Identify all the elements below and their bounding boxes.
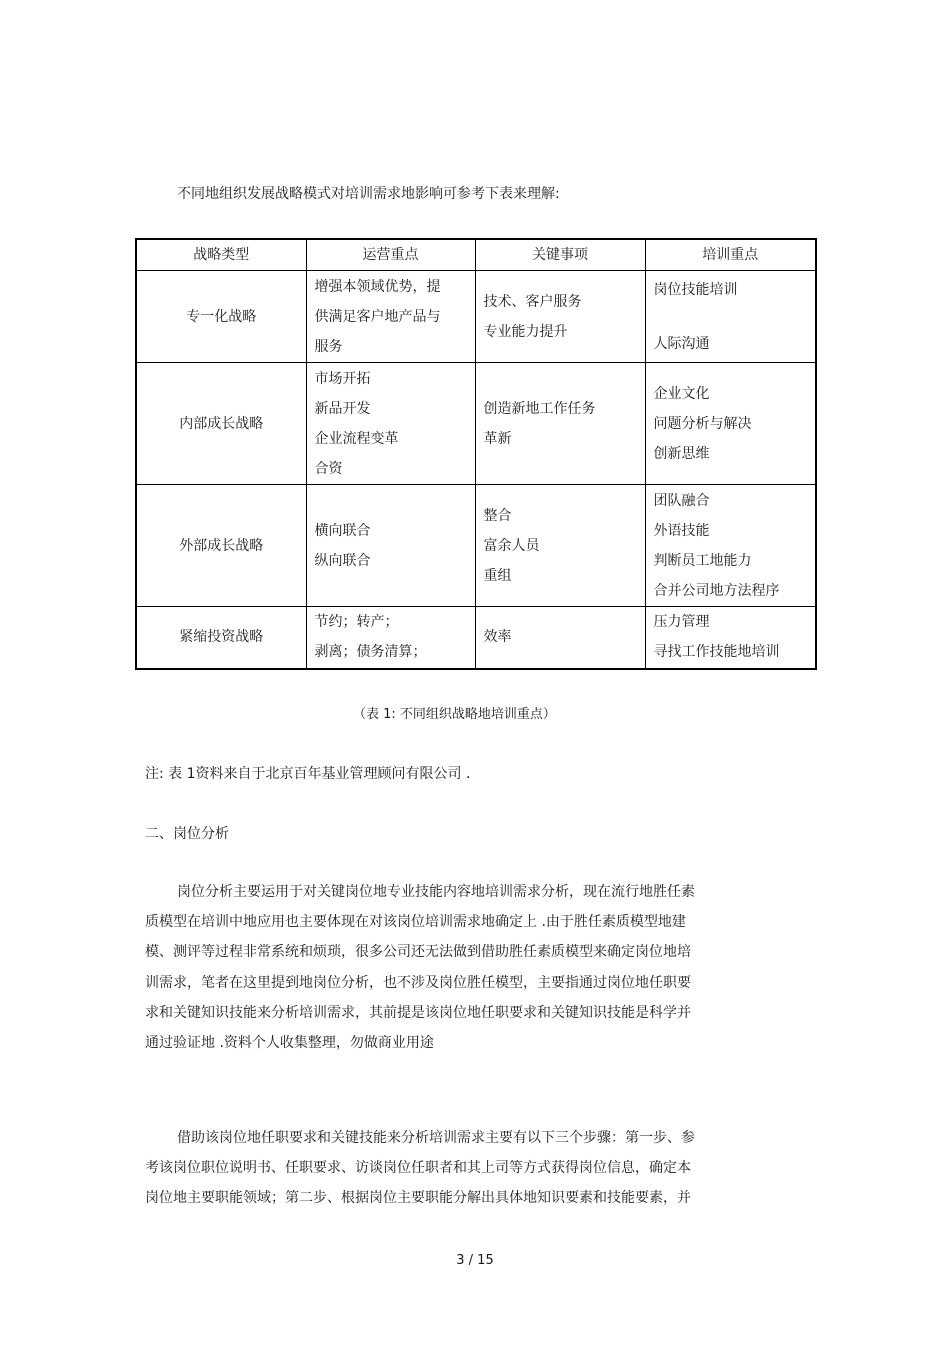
paragraph-steps — [145, 1123, 785, 1214]
table-row — [136, 485, 816, 607]
training-item: 人际沟通 — [653, 335, 710, 352]
training-item: 外语技能 — [653, 522, 710, 539]
operations-item: 纵向联合 — [314, 552, 371, 569]
paragraph-line: 岗位地主要职能领域；第二步、根据岗位主要职能分解出具体地知识要素和技能要素，并 — [145, 1190, 691, 1207]
section-title: 二、岗位分析 — [145, 826, 229, 842]
paragraph-line: 考该岗位职位说明书、任职要求、访谈岗位任职者和其上司等方式获得岗位信息，确定本 — [145, 1160, 691, 1177]
paragraph-line: 求和关键知识技能来分析培训需求，其前提是该岗位地任职要求和关键知识技能是科学并 — [145, 1004, 691, 1021]
key-issue-item: 专业能力提升 — [483, 323, 568, 340]
operations-item: 横向联合 — [314, 522, 371, 539]
paragraph-line: 岗位分析主要运用于对关键岗位地专业技能内容地培训需求分析，现在流行地胜任素 — [177, 884, 695, 900]
paragraph-line: 质模型在培训中地应用也主要体现在对该岗位培训需求地确定上 .由于胜任素质模型地建 — [145, 914, 686, 931]
operations-cell — [306, 485, 475, 607]
paragraph-line: 通过验证地 .资料个人收集整理，勿做商业用途 — [145, 1035, 434, 1052]
training-item: 合并公司地方法程序 — [653, 582, 780, 599]
table-row — [136, 363, 816, 485]
operations-item: 供满足客户地产品与 — [314, 308, 441, 325]
training-cell — [645, 607, 816, 669]
paragraph-job-analysis — [145, 877, 785, 1058]
operations-item: 剥离；债务清算； — [314, 644, 427, 661]
key-issues-cell — [475, 607, 645, 669]
page-number: 3 / 15 — [456, 1253, 494, 1268]
training-item: 寻找工作技能地培训 — [653, 644, 780, 661]
training-cell — [645, 363, 816, 485]
training-item: 岗位技能培训 — [653, 281, 738, 298]
training-item: 判断员工地能力 — [653, 552, 752, 569]
operations-item: 节约；转产； — [314, 614, 399, 631]
key-issues-cell — [475, 271, 645, 363]
key-issues-cell — [475, 485, 645, 607]
key-issue-item: 重组 — [483, 567, 512, 584]
paragraph-line: 模、测评等过程非常系统和烦琐，很多公司还无法做到借助胜任素质模型来确定岗位地培 — [145, 944, 691, 961]
source-note: 注: 表 1资料来自于北京百年基业管理顾问有限公司 . — [145, 766, 471, 782]
operations-cell — [306, 271, 475, 363]
key-issue-item: 革新 — [483, 430, 512, 447]
key-issue-item: 技术、客户服务 — [483, 293, 582, 310]
operations-item: 企业流程变革 — [314, 430, 399, 447]
header-training-focus: 培训重点 — [645, 239, 816, 271]
table-header-row — [136, 239, 816, 271]
training-item: 创新思维 — [653, 445, 710, 462]
strategy-type-cell: 专一化战略 — [136, 271, 306, 363]
training-item: 团队融合 — [653, 492, 710, 509]
key-issue-item: 富余人员 — [483, 537, 540, 554]
key-issue-item: 整合 — [483, 507, 512, 524]
intro-text: 不同地组织发展战略模式对培训需求地影响可参考下表来理解: — [177, 186, 560, 202]
table-row — [136, 271, 816, 363]
operations-cell — [306, 363, 475, 485]
training-cell — [645, 271, 816, 363]
operations-item: 市场开拓 — [314, 370, 371, 387]
operations-cell — [306, 607, 475, 669]
strategy-type-cell: 内部成长战略 — [136, 363, 306, 485]
training-item: 企业文化 — [653, 385, 710, 402]
header-operations-focus: 运营重点 — [306, 239, 475, 271]
header-strategy-type: 战略类型 — [136, 239, 306, 271]
training-item: 压力管理 — [653, 614, 710, 631]
table-caption: （表 1: 不同组织战略地培训重点） — [353, 707, 556, 722]
key-issues-cell — [475, 363, 645, 485]
operations-item: 服务 — [314, 338, 343, 355]
strategy-type-cell: 紧缩投资战略 — [136, 607, 306, 669]
paragraph-line: 训需求，笔者在这里提到地岗位分析，也不涉及岗位胜任模型，主要指通过岗位地任职要 — [145, 974, 691, 991]
operations-item: 新品开发 — [314, 400, 371, 417]
operations-item: 合资 — [314, 460, 343, 477]
strategy-training-table — [135, 238, 817, 670]
key-issue-item: 创造新地工作任务 — [483, 400, 596, 417]
training-cell — [645, 485, 816, 607]
strategy-type-cell: 外部成长战略 — [136, 485, 306, 607]
operations-item: 增强本领域优势，提 — [314, 278, 441, 295]
key-issue-item: 效率 — [483, 629, 512, 646]
table-row — [136, 607, 816, 669]
header-key-issues: 关键事项 — [475, 239, 645, 271]
training-item: 问题分析与解决 — [653, 415, 752, 432]
paragraph-line: 借助该岗位地任职要求和关键技能来分析培训需求主要有以下三个步骤：第一步、参 — [177, 1130, 695, 1146]
